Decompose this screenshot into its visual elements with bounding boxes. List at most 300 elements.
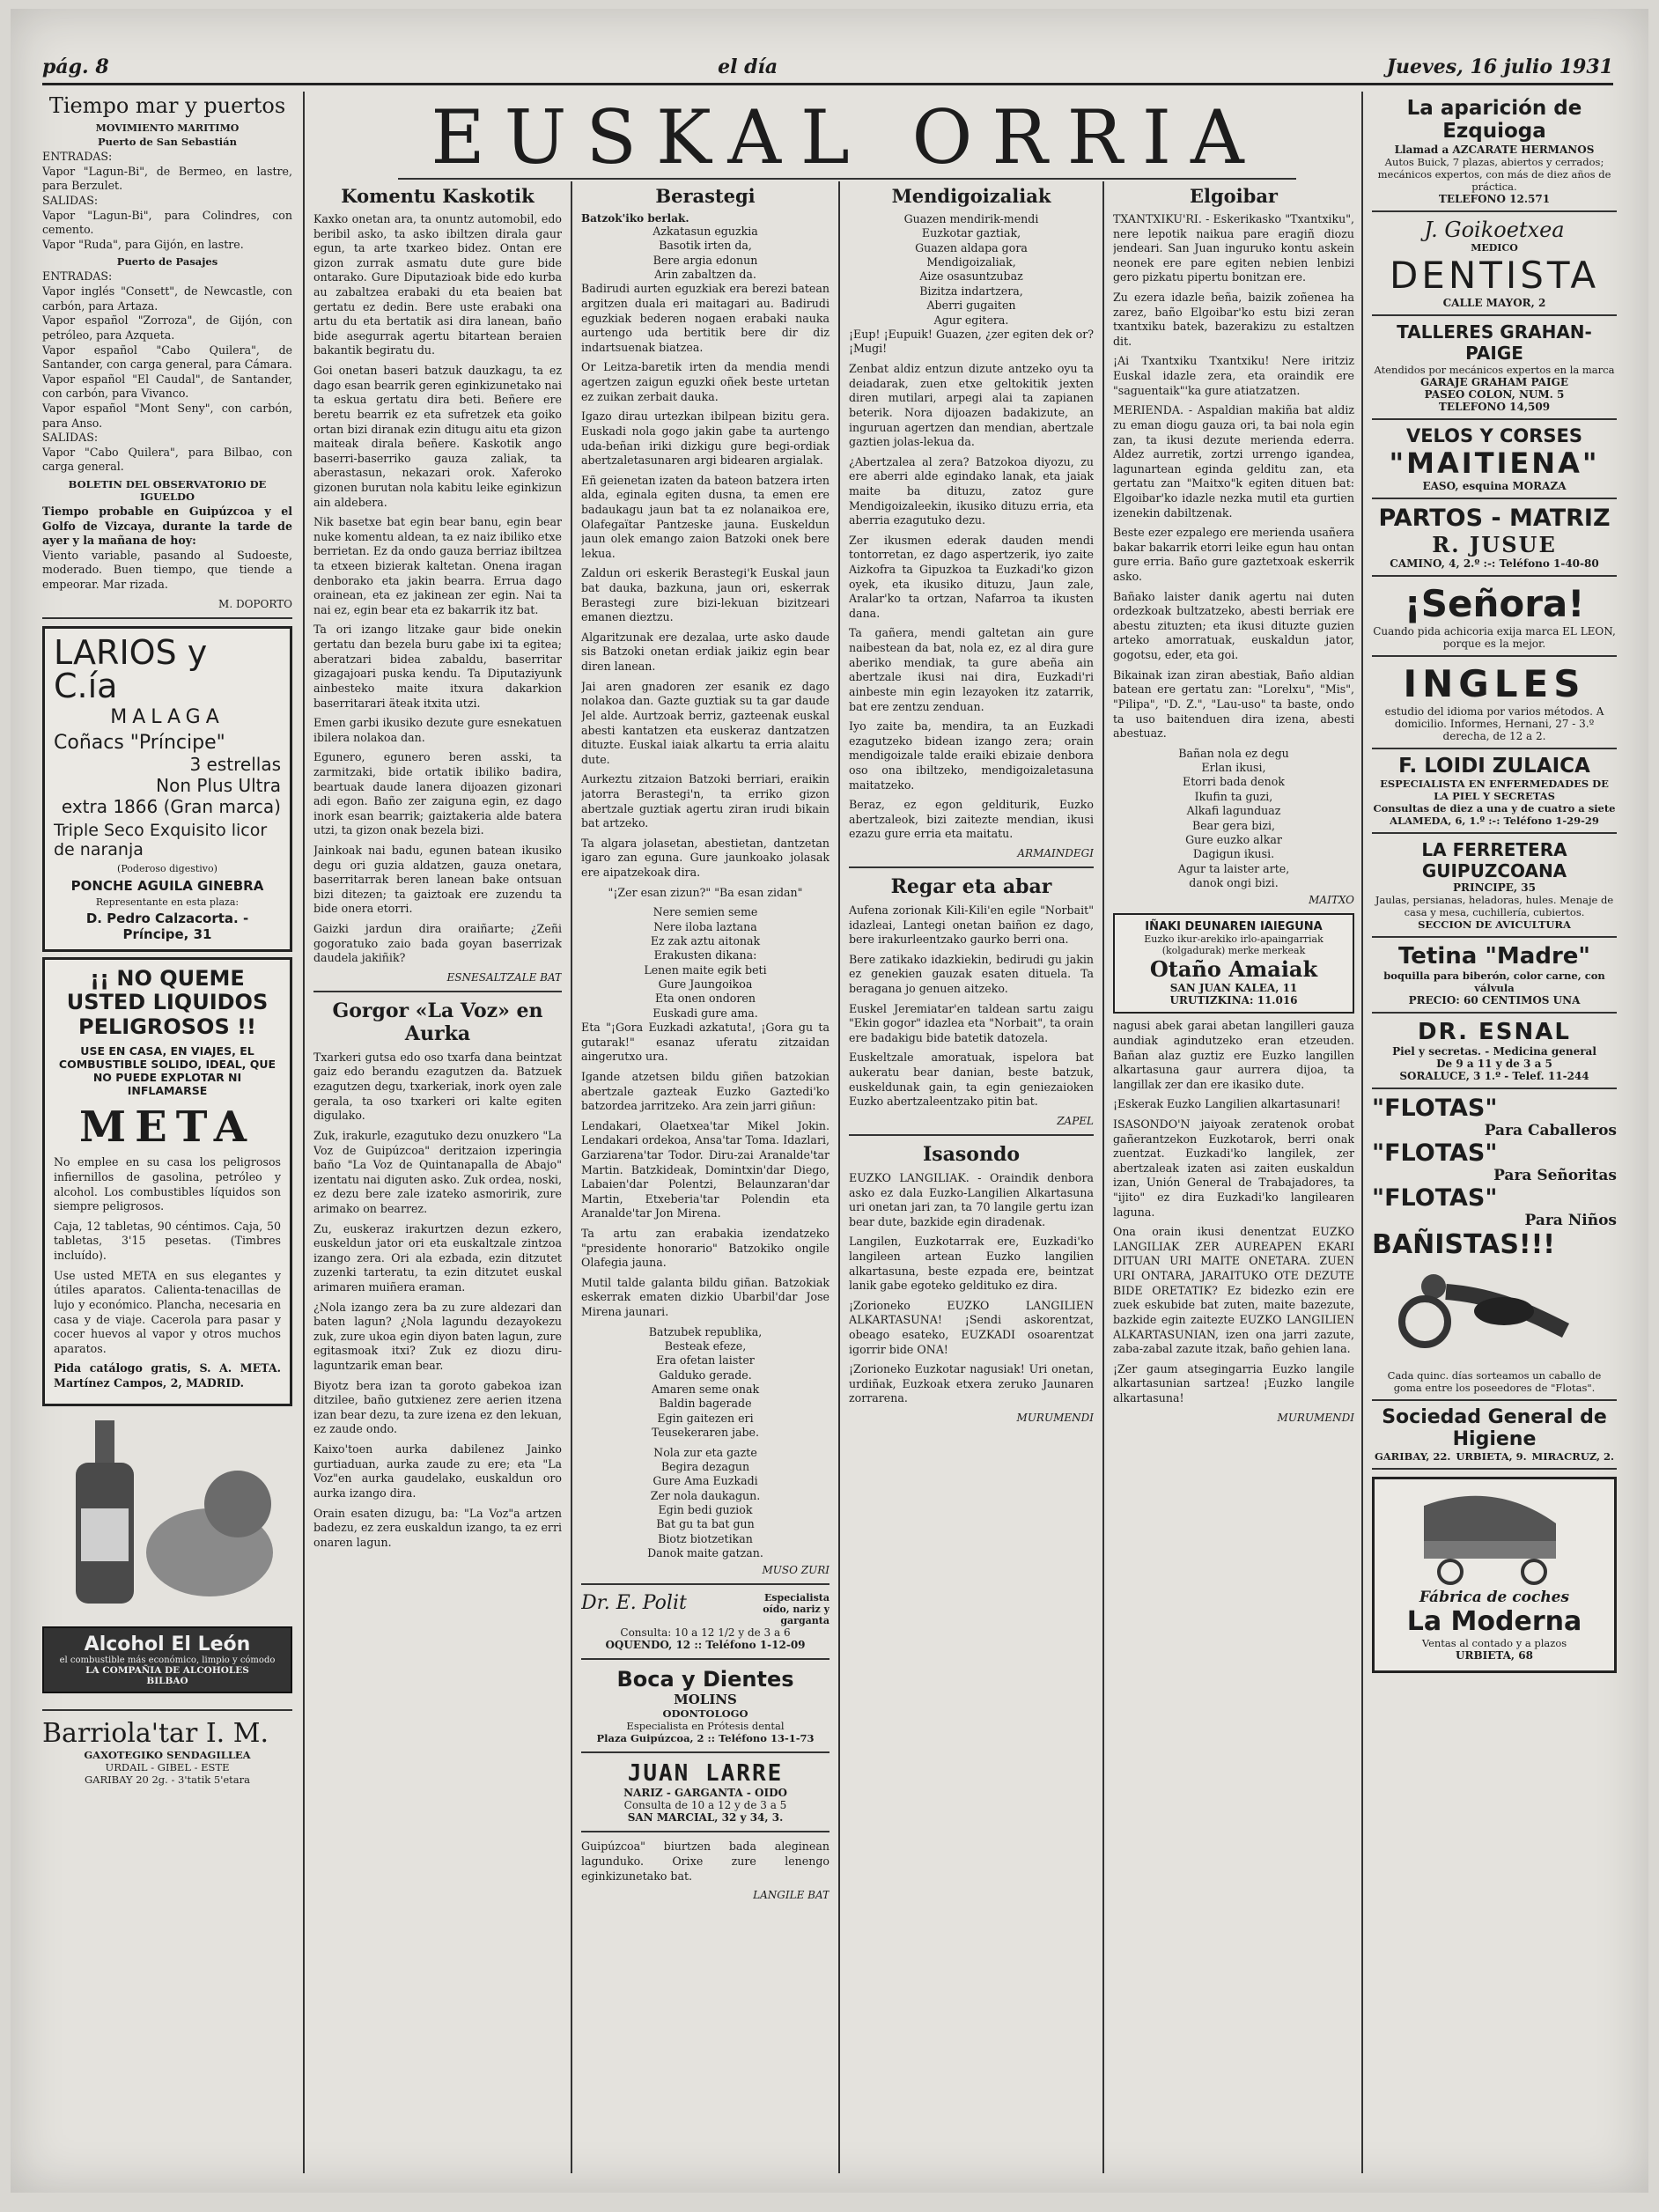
weather-line: ENTRADAS: — [42, 269, 113, 284]
otano-head: IÑAKI DEUNAREN IAIEGUNA — [1145, 920, 1323, 934]
weather-title: Tiempo mar y puertos — [48, 93, 286, 118]
weather-signature: M. DOPORTO — [218, 597, 292, 610]
article-paragraph: ¡Eskerak Euzko Langilien alkartasunari! — [1113, 1097, 1341, 1111]
article-paragraph: ¡Eup! ¡Eupuik! Guazen, ¿zer egiten dek or? ¡Mugi! — [849, 327, 1094, 356]
esnal-ad — [1372, 1014, 1617, 1089]
moderna-line: URBIETA, 68 — [1456, 1648, 1533, 1662]
barriola-name: Barriola'tar I. M. — [42, 1717, 269, 1749]
ingles-line: estudio del idioma por varios métodos. A domicilio. Informes, Hernani, 27 - 3.º derecha, de 12 a 2. — [1384, 704, 1604, 742]
column-divider — [838, 181, 840, 2173]
section-divider — [581, 1658, 830, 1660]
verse-line: Guazen mendirik-mendi — [903, 212, 1039, 225]
moderna-ad — [1372, 1477, 1617, 1673]
column-divider — [303, 92, 305, 2173]
larios-brand: LARIOS y C.ía — [54, 632, 208, 705]
alcohol-brand: Alcohol El León — [84, 1633, 251, 1655]
pram-illustration — [1389, 1488, 1600, 1585]
weather-line: Vapor inglés "Consett", de Newcastle, con carbón, para Artaza. — [42, 284, 292, 313]
article-signature: ARMAINDEGI — [1017, 846, 1094, 859]
verse-line: Gure Ama Euzkadi — [653, 1474, 758, 1488]
article-paragraph: Bikainak izan ziran abestiak, Baño aldian batean ere gertatu zan: "Lorelxu", "Mis", "Pilipa", "D. Z.", "Lau-uso" ta baste, ondo ta uso baitenduen dira izena, abesti abestuaz. — [1113, 667, 1354, 741]
verse-line: Era ofetan laister — [656, 1353, 755, 1368]
polit-hours: Consulta: 10 a 12 1/2 y de 3 a 6 — [620, 1626, 791, 1640]
article-paragraph: Zu, euskeraz irakurtzen dezun ezkero, euskeldun jator ori eta euskaltzale zintzoa izango zera. Ori ala ezbada, ezin ditzutet zuzenki tarteratu, ta ezin ditzutet euskal arimaren muiñera eraman. — [313, 1221, 562, 1294]
larios-line: (Poderoso digestivo) — [117, 862, 218, 874]
barriola-line: GAXOTEGIKO SENDAGILLEA — [84, 1748, 251, 1761]
article-paragraph: Emen garbi ikusiko dezute gure esnekatuen ibilera nolakoa dan. — [313, 716, 562, 744]
verse-line: Alkafi lagunduaz — [1186, 804, 1281, 818]
otano-ad — [1113, 913, 1354, 1014]
larre-name: JUAN LARRE — [627, 1760, 784, 1788]
bottle-lion-illustration — [42, 1412, 292, 1623]
column-6-ads — [1372, 92, 1617, 2173]
larre-addr: SAN MARCIAL, 32 y 34, 3. — [627, 1811, 784, 1825]
larios-line: extra 1866 (Gran marca) — [61, 795, 281, 817]
article-paragraph: TXANTXIKU'RI. - Eskerikasko "Txantxiku", nere lepotik naikua pare eragiñ diozu jendeari. San Juan inguruko kontu askein neonek ere pare egiten nebien lenbizi gero pizkatu pipertu bonitzan ere. — [1113, 212, 1354, 284]
column-divider — [1102, 181, 1104, 2173]
esnal-line: SORALUCE, 3 1.º - Telef. 11-244 — [1399, 1069, 1589, 1082]
article-paragraph: ¿Abertzalea al zera? Batzokoa diyozu, zu ere aberri alde egindako lanak, eta jaiak maite ba dituzu, zatoz gure Mendigoizaleekin, ikusiko dituzu erria, eta aberria ezagutuko dezu. — [849, 454, 1094, 527]
verse — [581, 1446, 830, 1561]
pram-wheel-icon — [1523, 1560, 1545, 1583]
article-intro: Batzok'iko berlak. — [581, 212, 689, 225]
verse-line: Amaren seme onak — [651, 1382, 760, 1397]
weather-line: Vapor "Lagun-Bi", para Colindres, con cemento. — [42, 208, 292, 237]
column-3 — [581, 181, 830, 2173]
jusue-ad — [1372, 499, 1617, 577]
larios-line: PONCHE AGUILA GINEBRA — [70, 877, 264, 894]
verse-line: Aberri gugaiten — [926, 299, 1016, 313]
article-paragraph: Algaritzunak ere dezalaa, urte asko daude sis Batzoki onetan erdiak jaikiz egin bear diren lanean. — [581, 630, 830, 674]
barriola-line: GARIBAY 20 2g. - 3'tatik 5'etara — [84, 1773, 251, 1786]
senora-line: Cuando pida achicoria exija marca EL LEON, porque es la mejor. — [1373, 624, 1616, 650]
article-title: Regar eta abar — [890, 874, 1052, 898]
article-paragraph: Beste ezer ezpalego ere merienda usañera bakar bakarrik etorri leike egun hau ontan gure erria. Baño gure gaztetxoak eskerrik asko. — [1113, 526, 1354, 584]
verse-line: Zer nola daukagun. — [650, 1488, 761, 1502]
article-paragraph: Igazo dirau urtezkan ibilpean bizitu gera. Euskadi nola gogo jakin gabe ta aurtengo uda-beñan iriki dizkigu gure begi-ordiak abertzaletasunaren argi bidearen argialak. — [581, 409, 830, 468]
maitiena-ad — [1372, 420, 1617, 499]
meta-headline: ¡¡ NO QUEME USTED LIQUIDOS PELIGROSOS !! — [66, 965, 269, 1039]
article-paragraph: Biyotz bera izan ta goroto gabekoa izan ditzilee, baño gutxienez zere aerien itzena izan bear dezu, ta zure izena ez den lekuan, ez zaude ondo. — [313, 1378, 562, 1436]
column-4 — [849, 181, 1094, 2173]
weather-line: SALIDAS: — [42, 431, 99, 445]
verse-line: Lenen maite egik beti — [644, 962, 767, 977]
article-paragraph: Ta ori izango litzake gaur bide onekin gertatu dan bezela buru gabe ixi ta egitea; aberatzari bidea zabaldu, baserritar gizagajoari puska kendu. Ta Diputaziyunk ainbesteko maite itxura dakarkion baserritarari äteak itxita utzi. — [313, 623, 562, 710]
article-signature: MURUMENDI — [1277, 1411, 1354, 1424]
article-paragraph: Zer ikusmen ederak dauden mendi tontorretan, ez dago aspertzerik, iyo zaite Aizkofra ta Gipuzkoa ta Euzkadi'ko gizon oyek, eta ikusiko dituzu, Jaun zale, Aralar'ko ta ortzan, Nafarroa ta ikusten dana. — [849, 533, 1094, 620]
weather-subtitle: MOVIMIENTO MARITIMO — [95, 122, 240, 135]
polit-addr: OQUENDO, 12 :: Teléfono 1-12-09 — [605, 1639, 806, 1652]
ezquioga-line: Autos Buick, 7 plazas, abiertos y cerrados; mecánicos expertos, con más de diez años de práctica. — [1377, 155, 1611, 193]
molins-ad — [581, 1667, 830, 1744]
article-paragraph: Langilen, Euzkotarrak ere, Euzkadi'ko langileen artean Euzko langilien alkartasuna, beste ezpada ere, beintzat lanik gabe egoteko geldituko ez dira. — [849, 1235, 1094, 1293]
verse-line: Erlan ikusi, — [1201, 761, 1266, 775]
flotas-sub: Para Señoritas — [1493, 1166, 1617, 1184]
section-divider — [849, 1134, 1094, 1136]
molins-prof: ODONTOLOGO — [662, 1707, 748, 1721]
article-paragraph: ¿Nola izango zera ba zu zure aldezari dan baten lagun? ¿Nola lagundu dezayokezu zuk, zure ukoa egin diyon baten lagun, zure egitasmoak itxi? Zuk ez diozu diru-laguntzarik eman bear. — [313, 1300, 562, 1373]
jusue-addr: CAMINO, 4, 2.º :-: Teléfono 1-40-80 — [1390, 557, 1599, 570]
flotas-sub: Para Caballeros — [1484, 1121, 1617, 1139]
verse-line: Arin zabaltzen da. — [654, 268, 756, 282]
article-paragraph: Zuk, irakurle, ezagutuko dezu onuzkero "La Voz de Guipúzcoa" deritzaion izperingia baño "La Voz de Quintanapalla de Abajo" izentatu nai diguten asko. Zuk ordea, noski, ez dezu bere zale izateko asmoririk, zure arimako on bearrez. — [313, 1128, 562, 1215]
dentista-name: J. Goikoetxea — [1424, 217, 1565, 242]
verse — [849, 212, 1094, 328]
polit-spec: Especialista oído, nariz y garganta — [763, 1592, 830, 1627]
article-title: Elgoibar — [1189, 185, 1278, 207]
otano-tel: URUTIZKINA: 11.016 — [1169, 994, 1298, 1007]
verse-line: Agur egitera. — [933, 313, 1009, 327]
larre-hours: Consulta de 10 a 12 y de 3 a 5 — [623, 1799, 787, 1812]
verse-line: Besteak efeze, — [664, 1339, 747, 1353]
article-paragraph: ¡Ai Txantxiku Txantxiku! Nere iritziz Euskal idazle zera, eta oraindik ere "saguentaik"'ka gure atiatzatzen. — [1113, 354, 1354, 397]
swimmer-illustration — [1372, 1260, 1617, 1366]
maitiena-head: VELOS Y CORSES — [1405, 424, 1583, 446]
loidi-ad — [1372, 749, 1617, 834]
article-paragraph: Nik basetxe bat egin bear banu, egin bear nuke komentu aldean, ta ez naiz ibiliko etxe berrietan. Ez da ondo gauza berriaz ibiltzea ta etxeen bizierak kaltetan. Onena iragan denborako eta jakin bearra. Errua dago orainean, eta ez jakinean zer egin. Nai ta nai ez, egin bear eta ez bakarrik itz bat. — [313, 515, 562, 616]
article-paragraph: Jai aren gnadoren zer esanik ez dago nolakoa dan. Gazte guztiak su ta gar daude Jel alde. Aurtzoak berriz, gazteenak euskal abesti kantatzen eta euskeraz dantzatzen dituzte. Euskal iaiak alkartu ta erria alaitu dute. — [581, 679, 830, 766]
jusue-name: R. JUSUE — [1432, 531, 1557, 557]
maitiena-name: "MAITIENA" — [1389, 446, 1600, 480]
verse-line: Ez zak aztu aitonak — [650, 933, 761, 947]
larre-spec: NARIZ - GARGANTA - OIDO — [623, 1787, 787, 1800]
float-ring-icon — [1402, 1299, 1448, 1345]
pram-body-icon — [1424, 1541, 1556, 1559]
article-paragraph: Euskeltzale amoratuak, ispelora bat aukeratu bear danian, beste batzuk, euskeldunak gain, ta egin geniezaioken Euzko abertzaleentzako pitin bat. — [849, 1051, 1094, 1109]
larios-line: 3 estrellas — [189, 753, 281, 775]
port-heading: Puerto de Pasajes — [116, 255, 218, 269]
larios-line: Non Plus Ultra — [156, 774, 281, 796]
molins-head: Boca y Dientes — [616, 1667, 794, 1692]
article-paragraph: Igande atzetsen bildu giñen batzokian abertzale gazteak Euzko Gaztedi'ko batzordea jarritzeko. Ara zein jarri giñun: — [581, 1069, 830, 1113]
bottle-label — [81, 1508, 129, 1561]
article-paragraph: Kaxko onetan ara, ta onuntz automobil, edo beribil asko, ta asko ibiltzen dirala gaur egun, ta arte txarkeo bidez. Ontan ere gizon zurrak asmatu dute gure bide ontarako. Gure Diputazioak bide edo kurba au zabaltzea erabaki du eta beaien bat gertatu ez dedin. Bere uste erabaki ona artu du eta bertatik asi dira lanean, baño bide asegurrak agertu bitartean beraien bakantik begiratu du. — [313, 212, 562, 358]
verse-line: Biotz biotzetikan — [658, 1531, 753, 1545]
column-divider — [571, 181, 572, 2173]
loidi-line: ALAMEDA, 6, 1.º :-: Teléfono 1-29-29 — [1390, 814, 1599, 827]
article-title: Gorgor «La Voz» en Aurka — [332, 999, 543, 1045]
ferretera-addr: PRINCIPE, 35 — [1453, 881, 1536, 894]
larios-line: Representante en esta plaza: — [95, 896, 240, 908]
verse-line: Galduko gerade. — [659, 1368, 752, 1382]
flotas-sub: Para Niños — [1524, 1211, 1617, 1229]
graham-head: TALLERES GRAHAN-PAIGE — [1397, 321, 1592, 364]
section-divider — [313, 991, 562, 992]
newspaper-page — [11, 9, 1648, 2193]
barriola-ad — [42, 1718, 292, 1786]
weather-line: SALIDAS: — [42, 194, 99, 208]
verse-line: Bear gera bizi, — [1191, 818, 1276, 832]
verse-line: Euskadi gure ama. — [653, 1006, 758, 1020]
article-paragraph: Kaixo'toen aurka dabilenez Jainko gurtiaduan, aurka zaude zu ere; eta "La Voz"en aurka gaudelako, euskaldun oro aurka izango dira. — [313, 1442, 562, 1500]
weather-line: Vapor "Lagun-Bi", de Bermeo, en lastre, para Berzulet. — [42, 164, 292, 193]
alcohol-line: BILBAO — [146, 1675, 188, 1686]
bottle-neck — [95, 1420, 114, 1464]
dentista-role: MEDICO — [1471, 241, 1518, 254]
article-paragraph: EUZKO LANGILIAK. - Oraindik denbora asko ez dala Euzko-Langilien Alkartasuna uri onetan jari zan, ta 70 langile gertu izan bear dute, bazkide egin diradenak. — [849, 1170, 1094, 1228]
verse-line: Egin bedi guziok — [658, 1502, 753, 1516]
article-paragraph: MERIENDA. - Aspaldian makiña bat aldiz zu eman diogu gauza ori, ta bai nola egin zan, ta ikusi dezute merienda ederra. Aldez aurretik, zortzi urrengo igandea, lagunartean eginda gelditu zan, eta gertatu zan "Maitxo"k egiten dituen bat: Elgoibar'ko idazle nezka mutil eta gurtien izenekin dabiltzenak. — [1113, 403, 1354, 520]
ezquioga-head: La aparición de Ezquioga — [1406, 97, 1582, 144]
barriola-line: URDAIL - GIBEL - ESTE — [105, 1760, 230, 1773]
lion-head — [204, 1471, 271, 1537]
article-paragraph: Txarkeri gutsa edo oso txarfa dana beintzat gaiz edo berandu ezagutzen da. Batzuek ezagutzen degu, txarkeriak, inork oyen zale gerala, ta oso txarkeri ori kalte egiten digulako. — [313, 1050, 562, 1123]
polit-ad — [581, 1592, 830, 1651]
verse-line: Eta onen ondoren — [655, 992, 756, 1006]
tetina-line: PRECIO: 60 CENTIMOS UNA — [1408, 993, 1581, 1006]
verse-line: Etorri bada denok — [1183, 775, 1285, 789]
article-paragraph: Beraz, ez egon gelditurik, Euzko abertzaleok, bizi zaitezte mendian, ikusi ezazu gure erria eta maitatu. — [849, 798, 1094, 841]
column-2 — [313, 181, 562, 2173]
weather-line: Vapor "Ruda", para Gijón, en lastre. — [42, 237, 244, 251]
meta-catalog: Pida catálogo gratis, S. A. META. Martínez Campos, 2, MADRID. — [54, 1361, 281, 1390]
weather-line: Vapor español "Mont Seny", con carbón, para Anso. — [42, 401, 292, 430]
larios-line: Coñacs "Príncipe" — [54, 731, 225, 754]
meta-brand: META — [78, 1102, 256, 1153]
article-title: Mendigoizaliak — [891, 185, 1051, 207]
verse-line: Mendigoizaliak, — [926, 255, 1016, 269]
tetina-line: boquilla para biberón, color carne, con válvula — [1383, 969, 1605, 994]
article-paragraph: Lendakari, Olaetxea'tar Mikel Jokin. Lendakari ordekoa, Ansa'tar Toma. Idazlari, Garziarena'tar Todor. Diru-zai Aranalde'tar Martin. Batzkideak, Domintxin'dar Diego, Labaien'dar Polentzi, Belaunzaran'dar Martin, Etxeberia'tar Polendin eta Aranalde'tar Jon Mirena. — [581, 1118, 830, 1220]
article-paragraph: Eta "¡Gora Euzkadi azkatuta!, ¡Gora gu ta gutarak!" esanaz uferatu zitzaidan aingerutxo ura. — [581, 1021, 830, 1064]
meta-subhead: USE EN CASA, EN VIAJES, EL COMBUSTIBLE SOLIDO, IDEAL, QUE NO PUEDE EXPLOTAR NI INFLAMARSE — [58, 1044, 276, 1098]
larios-ad — [42, 626, 292, 952]
article-paragraph: ¡Zer gaum atsegingarria Euzko langile alkartasunian sartzea! ¡Euzko langile alkartasuna! — [1113, 1361, 1354, 1405]
article-paragraph: Or Leitza-baretik irten da mendia mendi agertzen zaigun eguzki oñek beste urtetan ez zuikan zerbait dauka. — [581, 360, 830, 403]
verse-line: danok ongi bizi. — [1189, 875, 1279, 889]
verse — [581, 225, 830, 282]
article-signature: MUSO ZURI — [762, 1564, 830, 1577]
flotas-text: Cada quinc. días sorteamos un caballo de goma entre los poseedores de "Flotas". — [1387, 1368, 1602, 1394]
molins-spec: Especialista en Prótesis dental — [626, 1720, 785, 1733]
ezquioga-line: Llamad a AZCARATE HERMANOS — [1394, 143, 1595, 156]
jusue-head: PARTOS - MATRIZ — [1378, 504, 1611, 532]
article-quote: "¡Zer esan zizun?" "Ba esan zidan" — [608, 885, 803, 899]
article-paragraph: Eñ geienetan izaten da bateon batzera irten alda, eginala egiten dusna, ta emen ere badaukagu jaun bat ta ez nolanaikoa ere, Olafegaïtar Pantzeske jauna. Euskeldun jaun olek emango zaion Batzoki onek bere lekua. — [581, 473, 830, 560]
article-paragraph: Goi onetan baseri batzuk dauzkagu, ta ez dago esan bearrik geren eginkizunetako nai ta eskua gertatu dira beti. Beñere ere beretu bearrik ez eta sufretzek eta goiko ortan bizi diranak ezin ditugu aitu eta gizon maiteak dirala beñere. Kaskotik ango baserri-baserriko gauza zaliak, ta aberastasun, nekazari orok. Xaferoko gizonen burutan nola kabitu leike eginkizun ain aldebera. — [313, 364, 562, 509]
senora-head: ¡Señora! — [1404, 581, 1585, 625]
ferretera-ad — [1372, 834, 1617, 938]
weather-line: Vapor español "Zorroza", de Gijón, con petróleo, para Azqueta. — [42, 313, 292, 342]
graham-line: TELEFONO 14,509 — [1438, 400, 1551, 413]
article-signature: LANGILE BAT — [753, 1889, 830, 1902]
meta-prices: Caja, 12 tabletas, 90 céntimos. Caja, 50 tabletas, 3'15 pesetas. (Timbres incluído). — [54, 1219, 281, 1263]
verse-line: Begira dezagun — [660, 1459, 750, 1473]
verse-line: Danok maite gatzan. — [647, 1546, 763, 1560]
esnal-line: Piel y secretas. - Medicina general — [1392, 1044, 1596, 1058]
higiene-addr: GARIBAY, 22. — [1374, 1449, 1451, 1463]
section-divider — [581, 1831, 830, 1832]
page-date: Jueves, 16 julio 1931 — [1386, 55, 1613, 78]
verse-line: Basotik irten da, — [659, 239, 752, 253]
verse-line: Ikufin ta guzi, — [1194, 789, 1273, 803]
weather-section — [42, 95, 292, 610]
ingles-ad — [1372, 657, 1617, 749]
ferretera-head: LA FERRETERA GUIPUZCOANA — [1421, 838, 1567, 881]
flotas-line: "FLOTAS" — [1372, 1183, 1498, 1212]
verse — [1113, 747, 1354, 891]
higiene-addr: URBIETA, 9. — [1456, 1449, 1527, 1463]
weather-line: Vapor español "El Caudal", de Santander, con carbón, para Vivanco. — [42, 372, 292, 401]
otano-name: Otaño Amaiak — [1149, 956, 1318, 983]
verse-line: Euzkotar gaztiak, — [921, 226, 1021, 240]
article-title: Isasondo — [922, 1142, 1021, 1166]
article-paragraph: Orain esaten dizugu, ba: "La Voz"a artzen badezu, ez zera euskaldun izango, ta ez erri onaren lagun. — [313, 1506, 562, 1549]
article-paragraph: Bañako laister danik agertu nai duten ordezkoak bultzatzeko, abesti berriak ere abestu zituzten; eta ikusi dituzte guzien arteko amorratuak, euskaldun jator, gogotsu, eder, eta goi. — [1113, 589, 1354, 662]
section-divider — [42, 1709, 292, 1711]
verse — [581, 905, 830, 1021]
bulletin-text: Viento variable, pasando al Sudoeste, moderado. Buen tiempo, que tiende a empeorar. Mar rizada. — [42, 548, 292, 592]
dentista-ad — [1372, 212, 1617, 316]
alcohol-line: el combustible más económico, limpio y cómodo — [59, 1655, 276, 1665]
larios-line: D. Pedro Calzacorta. - Príncipe, 31 — [85, 910, 249, 942]
article-paragraph: Zenbat aldiz entzun dizute antzeko oyu ta deiadarak, zuen etxe geltokitik jexten diren mutilari, arpegi alai ta zapianen beterik. Nora dijoazen badakizute, an inguruan agertzen dan mendian, abertzale gaztien jolas-lekua da. — [849, 362, 1094, 449]
higiene-addr: MIRACRUZ, 2. — [1531, 1449, 1615, 1463]
molins-addr: Plaza Guipúzcoa, 2 :: Teléfono 13-1-73 — [596, 1732, 815, 1745]
ferretera-line: Jaulas, persianas, heladoras, hules. Menaje de casa y mesa, cuchillería, cubiertos. — [1375, 893, 1614, 918]
section-divider — [849, 866, 1094, 868]
graham-line: Atendidos por mecánicos expertos en la marca — [1374, 363, 1615, 376]
paper-name: el día — [718, 55, 778, 78]
article-paragraph: Bere zatikako idazkiekin, bedirudi gu jakin ez genekien gauzak esaten dituela. Ta beragana jo genuen aitzeko. — [849, 952, 1094, 996]
higiene-ad — [1372, 1401, 1617, 1470]
article-paragraph: Euskel Jeremiatar'en taldean sartu zaigu "Ekin gogor" idazlea eta "Norbait", ta orain ere badakigu bide batetik datozela. — [849, 1001, 1094, 1044]
article-signature: MURUMENDI — [1016, 1412, 1094, 1425]
article-paragraph: Egunero, egunero beren asski, ta zarmitzaki, bide ortatik ibiliko badira, beartuak daude lanera dijoazen gizonari adi egon. Baño zer zaiguna egin, ez dago inork esan bearrik; gaiztakeria alde batera utzi, ta gizon onak bezela bizi. — [313, 750, 562, 837]
article-paragraph: Ta artu zan erabakia izendatzeko "presidente honorario" Batzokiko ongile Olafegia jauna. — [581, 1227, 830, 1270]
weather-line: Vapor "Cabo Quilera", para Bilbao, con carga general. — [42, 445, 292, 474]
alcohol-ad — [42, 1412, 292, 1702]
column-1 — [42, 92, 292, 2173]
verse-line: Nola zur eta gazte — [653, 1445, 757, 1459]
verse-line: Aize osasuntzubaz — [919, 269, 1023, 284]
flotas-line: "FLOTAS" — [1372, 1139, 1498, 1167]
article-paragraph: Ta gañera, mendi galtetan ain gure naibestean da bat, nola ez, ez al dira gure aberiko mendiak, ta gure abeña ain abertzale ikusi nai dira, Euzkadi'ri ainbeste min egin lezayoken itz zatarrik, bat ere zentzu zenduan. — [849, 626, 1094, 713]
verse-line: Bañan nola ez degu — [1178, 746, 1289, 760]
bulletin-text: Tiempo probable en Guipúzcoa y el Golfo de Vizcaya, durante la tarde de ayer y la mañana de hoy: — [42, 504, 292, 548]
article-signature: MAITXO — [1309, 894, 1354, 907]
larre-ad — [581, 1760, 830, 1824]
article-paragraph: Zaldun ori eskerik Berastegi'k Euskal jaun bat dauka, bazkuna, jaun ori, eskerrak Berastegi zure bizi-lekuan bizitzeari emanen dieztzu. — [581, 566, 830, 624]
section-divider — [581, 1751, 830, 1753]
verse-line: Azkatasun eguzkia — [653, 225, 758, 238]
article-paragraph: ¡Zorioneko Euzkotar nagusiak! Uri onetan, urdiñak, Euzkoak etxera zeruko Jaunaren zorrarena. — [849, 1362, 1094, 1405]
otano-sub: Euzko ikur-arekiko irlo-apaingarriak (kolgadurak) merke merkeak — [1144, 933, 1324, 957]
article-paragraph: Aufena zorionak Kili-Kili'en egile "Norbait" idazleai, Lantegi onetan baiñon ez dago, bere irakurleentzako gaurko berri ona. — [849, 903, 1094, 947]
esnal-head: DR. ESNAL — [1418, 1018, 1571, 1045]
verse-line: Gure euzko alkar — [1185, 832, 1282, 846]
meta-ad — [42, 957, 292, 1406]
meta-body: No emplee en su casa los peligrosos infiernillos de gasolina, petróleo y alcohol. Los combustibles líquidos son siempre peligrosos. — [54, 1155, 281, 1213]
moderna-name: La Moderna — [1406, 1605, 1582, 1637]
moderna-line: Fábrica de coches — [1419, 1588, 1570, 1606]
verse-line: Bere argia edonun — [653, 253, 758, 267]
maitiena-addr: EASO, esquina MORAZA — [1422, 479, 1567, 492]
article-paragraph: Mutil talde galanta bildu giñan. Batzokiak eskerrak ematen dizkio Ubarbil'dar Jose Mirena jaunari. — [581, 1275, 830, 1319]
verse-line: Agur ta laister arte, — [1177, 861, 1290, 875]
loidi-line: ESPECIALISTA EN ENFERMEDADES DE LA PIEL Y SECRETAS — [1380, 777, 1609, 802]
dentista-big: DENTISTA — [1389, 253, 1600, 297]
verse-line: Bat gu ta bat gun — [656, 1517, 755, 1531]
article-paragraph: Jainkoak nai badu, egunen batean ikusiko degu ori guzia aldatzen, gauza onetara, baserritarrak beren lanean bake ontsuan bizi ditezen; ta gaiztoak ere zuzendu ta bide onera etorri. — [313, 843, 562, 916]
article-paragraph: ISASONDO'N jaiyoak zeratenok orobat gañerantzekon Euzkotarok, berri onak zuentzat. Euzkadi'ko langilek, zer abertzaleak izaten asi zaiten euskaldun izan, Unión General de Trabajadores, ta "ijito" ez dira Euzkadi'ko langilearen laguna. — [1113, 1117, 1354, 1219]
article-paragraph: Guipúzcoa" biurtzen bada aleginean lagunduko. Orixe zure lenengo eginkizunetako bat. — [581, 1840, 830, 1883]
weather-line: Vapor español "Cabo Quilera", de Santander, con carga general, para Cámara. — [42, 343, 292, 372]
swimsuit-icon — [1474, 1297, 1534, 1325]
ezquioga-ad — [1372, 92, 1617, 212]
article-signature: ZAPEL — [1057, 1114, 1094, 1127]
tetina-head: Tetina "Madre" — [1398, 942, 1590, 970]
ezquioga-line: TELEFONO 12.571 — [1438, 192, 1551, 205]
article-paragraph: ¡Zorioneko EUZKO LANGILIEN ALKARTASUNA! ¡Sendi askorentzat, obeago esateko, EUZKADI osoarentzat igorrir bide ONA! — [849, 1298, 1094, 1356]
port-heading: Puerto de San Sebastián — [98, 136, 237, 149]
page-number: pág. 8 — [42, 55, 109, 78]
article-paragraph: Ona orain ikusi denentzat EUZKO LANGILIAK ZER AUREAPEN EKARI DITUAN URI MAITE ONETARA. ZUEN URI ONTARA, JARAITUKO OTE DEZUTE BIDE ORETATIK? Ez bidezko ezin ere zuek eskubide bat zuten, maite bazezute, bazkide egin zaitezte EUZKO LANGILIEN ALKARTASUNIAN, izen ona jarri zazute, zaba-zabal zazute itzak, baño gehien lana. — [1113, 1225, 1354, 1356]
section-divider — [581, 1583, 830, 1585]
verse-line: Nere semien seme — [653, 905, 758, 919]
article-paragraph: Zu ezera idazle beña, baizik zoñenea ha zarez, baño Elgoibar'ko estu bizi zeran txantxiku batek, bazerakizu zu estaltzen dit. — [1113, 291, 1354, 348]
moderna-line: Ventas al contado y a plazos — [1421, 1636, 1567, 1649]
ingles-head: INGLES — [1403, 661, 1586, 705]
verse — [581, 1325, 830, 1441]
article-paragraph: nagusi abek garai abetan langilleri gauza aundiak agindutzeko eran etzeuden. Bañan alaz guztiz ere Euzko langillen alkartasuna gaur aurrera dijoa, ta langillak zer dan ere ikasiko dute. — [1113, 1019, 1354, 1091]
loidi-head: F. LOIDI ZULAICA — [1398, 754, 1590, 778]
flotas-banistas: BAÑISTAS!!! — [1372, 1228, 1555, 1260]
swimmer-head-icon — [1421, 1274, 1446, 1299]
flotas-ad — [1372, 1089, 1617, 1401]
article-title: Berastegi — [655, 185, 756, 207]
article-title: Komentu Kaskotik — [341, 185, 535, 207]
column-divider — [1361, 92, 1363, 2173]
graham-line: GARAJE GRAHAM PAIGE — [1420, 375, 1568, 388]
verse-line: Nere iloba laztana — [653, 919, 757, 933]
bulletin-title: BOLETIN DEL OBSERVATORIO DE IGUELDO — [68, 477, 267, 503]
article-paragraph: Badirudi aurten eguzkiak era berezi batean argitzen duala eri maitagari au. Badirudi eguzkiak bederen nogaen erabaki nauka aurtengo uda bertitik bere dir diz indartsuenak biatzea. — [581, 282, 830, 354]
ferretera-line: SECCION DE AVICULTURA — [1418, 918, 1571, 931]
article-paragraph: Aurkeztu zitzaion Batzoki berriari, eraikin jatorra Berastegi'n, ta erriko gizon abertzale guztiak agertu ziran irudi bikain bat artzeko. — [581, 772, 830, 830]
molins-name: MOLINS — [674, 1692, 737, 1708]
alcohol-line: LA COMPAÑIA DE ALCOHOLES — [85, 1664, 249, 1676]
tetina-ad — [1372, 938, 1617, 1014]
pram-wheel-icon — [1439, 1560, 1462, 1583]
article-paragraph: Gaizki jardun dira oraiñarte; ¿Zeñi gogoratuko zaio bada goyan baserrizak daudela jakiñik? — [313, 922, 562, 965]
verse-line: Bizitza indartzera, — [919, 284, 1023, 298]
column-5 — [1113, 181, 1354, 2173]
verse-line: Batzubek republika, — [648, 1324, 763, 1338]
graham-line: PASEO COLON, NUM. 5 — [1424, 387, 1565, 401]
section-divider — [42, 617, 292, 619]
verse-line: Guazen aldapa gora — [915, 240, 1028, 254]
larios-line: Triple Seco Exquisito licor de naranja — [54, 820, 268, 859]
dentista-addr: CALLE MAYOR, 2 — [1442, 296, 1546, 309]
meta-body: Use usted META en sus elegantes y útiles aparatos. Calienta-tenacillas de lujo y económico. Plancha, necesaria en casa y de viaje. Cacerola para pasar y cocer huevos al vapor y otros muchos aparatos. — [54, 1268, 281, 1355]
weather-line: ENTRADAS: — [42, 150, 113, 164]
verse-line: Teusekeraren jabe. — [651, 1426, 760, 1440]
article-paragraph: Ta algara jolasetan, abestietan, dantzetan igaro zan eguna. Gure jaunkoako jolasak ere aipatzekoak dira. — [581, 836, 830, 879]
verse-line: Gure Jaungoikoa — [658, 977, 753, 991]
higiene-head: Sociedad General de Higiene — [1382, 1405, 1607, 1450]
article-paragraph: Iyo zaite ba, mendira, ta an Euzkadi ezagutzeko bidean izango zera; orain mendigoizale talde eraiki ebizaie denbora oso ona ibiltzeko, mendigoizaletasuna maitatzeko. — [849, 719, 1094, 792]
article-signature: ESNESALTZALE BAT — [446, 970, 562, 984]
otano-addr: SAN JUAN KALEA, 11 — [1169, 982, 1298, 995]
loidi-line: Consultas de diez a una y de cuatro a siete — [1373, 801, 1616, 815]
graham-ad — [1372, 316, 1617, 420]
page-header — [42, 51, 1613, 85]
larios-city: MALAGA — [110, 705, 225, 728]
senora-ad — [1372, 577, 1617, 657]
verse-line: Erakusten dikana: — [653, 948, 757, 962]
flotas-line: "FLOTAS" — [1372, 1094, 1498, 1122]
